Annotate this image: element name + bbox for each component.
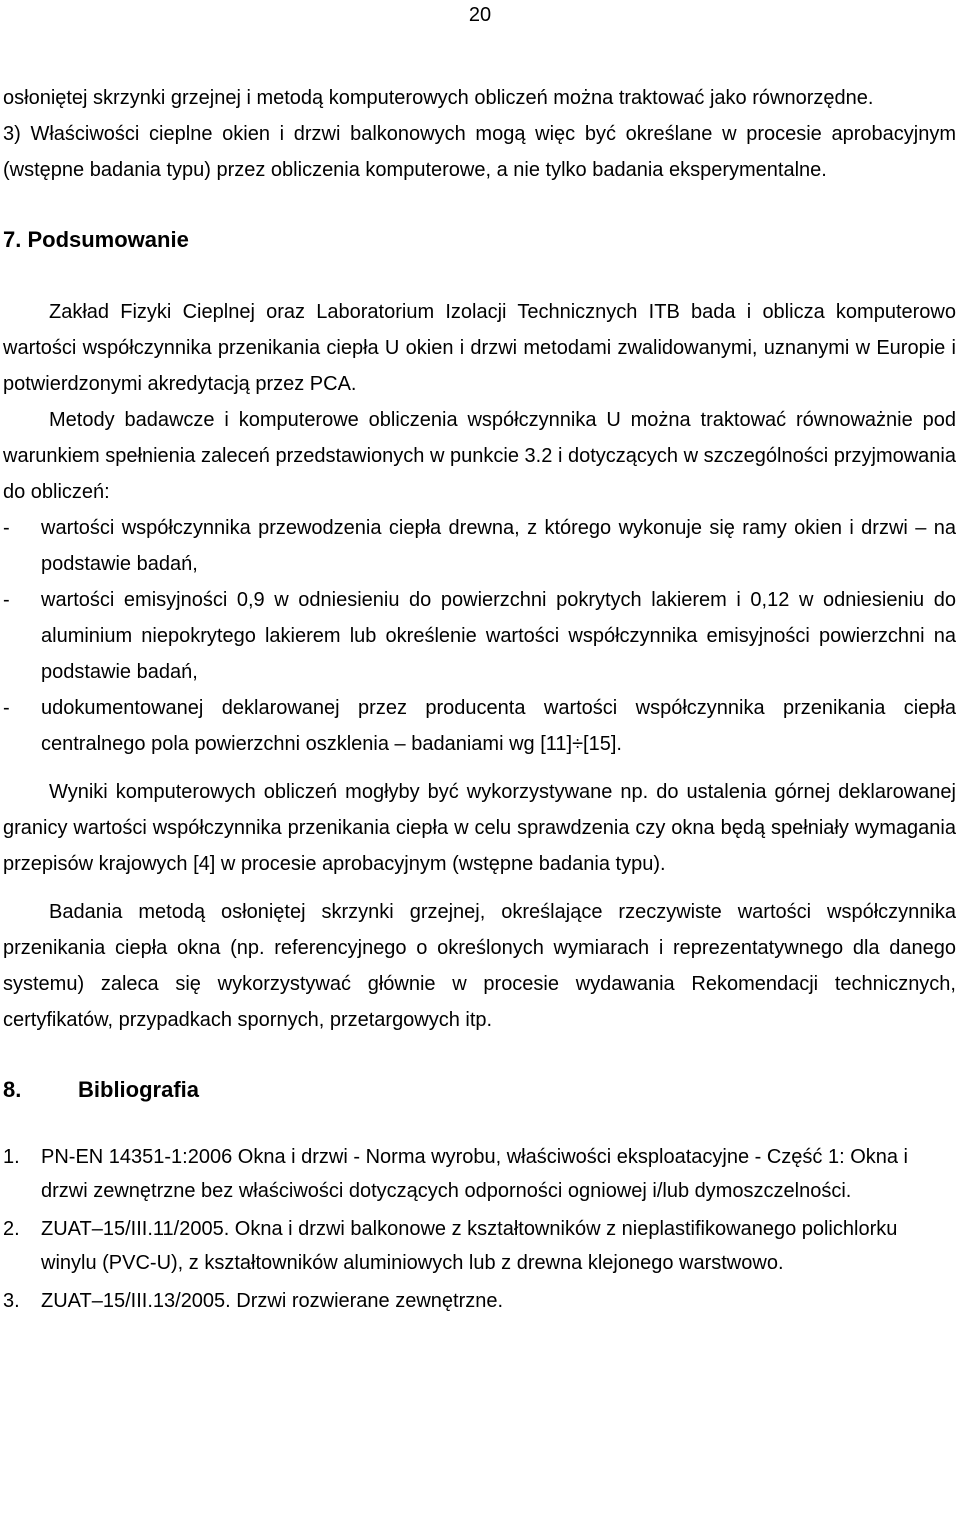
bibliography-list [3,1140,956,1318]
section-title: Bibliografia [78,1077,200,1102]
bibliography-number: 3. [3,1290,20,1312]
list-dash: - [3,517,10,539]
page-number: 20 [468,4,492,26]
list-dash: - [3,589,10,611]
bibliography-item [3,1140,956,1208]
bibliography-number: 1. [3,1146,20,1168]
intro-continuation: osłoniętej skrzynki grzejnej i metodą komputerowych obliczeń można traktować jako równorzędne. [3,87,874,109]
bibliography-number: 2. [3,1218,20,1240]
summary-paragraph-4: Badania metodą osłoniętej skrzynki grzejnej, określające rzeczywiste wartości współczynnika przenikania ciepła okna (np. referencyjnego o określonych wymiarach i reprezentatywnego dla danego systemu) zaleca się wykorzystywać głównie w procesie wydawania Rekomendacji technicznych, certyfikatów, przypadkach spornych, przetargowych itp. [3,901,956,1031]
section-number: 8. [3,1077,22,1102]
summary-paragraph-1: Zakład Fizyki Cieplnej oraz Laboratorium Izolacji Technicznych ITB bada i oblicza komputerowo wartości współczynnika przenikania ciepła U okien i drzwi metodami zwalidowanymi, uznanymi w Europie i potwierdzonymi akredytacją przez PCA. [3,301,956,395]
document-body [3,80,956,1322]
section-heading-bibliography [3,1072,956,1108]
list-item-text: wartości emisyjności 0,9 w odniesieniu do powierzchni pokrytych lakierem i 0,12 w odniesieniu do aluminium niepokrytego lakierem lub określenie wartości współczynnika emisyjności powierzchni na podstawie badań, [41,589,956,683]
list-dash: - [3,697,10,719]
list-item [3,510,956,582]
bibliography-text: ZUAT–15/III.13/2005. Drzwi rozwierane zewnętrzne. [41,1290,504,1312]
list-item-text: udokumentowanej deklarowanej przez producenta wartości współczynnika przenikania ciepła centralnego pola powierzchni oszklenia – badaniami wg [11]÷[15]. [41,697,956,755]
bibliography-text: PN-EN 14351-1:2006 Okna i drzwi - Norma wyrobu, właściwości eksploatacyjne - Część 1: Okna i drzwi zewnętrzne bez właściwości dotyczących odporności ogniowej i/lub dymoszczelności. [41,1146,909,1202]
bibliography-item [3,1212,956,1280]
bibliography-item [3,1284,956,1318]
summary-paragraph-3: Wyniki komputerowych obliczeń mogłyby być wykorzystywane np. do ustalenia górnej deklarowanej granicy wartości współczynnika przenikania ciepła w celu sprawdzenia czy okna będą spełniały wymagania przepisów krajowych [4] w procesie aprobacyjnym (wstępne badania typu). [3,781,956,875]
section-heading-summary: 7. Podsumowanie [3,227,189,252]
intro-point-3: 3) Właściwości cieplne okien i drzwi balkonowych mogą więc być określane w procesie aprobacyjnym (wstępne badania typu) przez obliczenia komputerowe, a nie tylko badania eksperymentalne. [3,123,956,181]
summary-paragraph-2: Metody badawcze i komputerowe obliczenia współczynnika U można traktować równoważnie pod warunkiem spełnienia zaleceń przedstawionych w punkcie 3.2 i dotyczących w szczególności przyjmowania do obliczeń: [3,409,956,503]
requirements-list [3,510,956,762]
bibliography-text: ZUAT–15/III.11/2005. Okna i drzwi balkonowe z kształtowników z nieplastifikowanego polichlorku winylu (PVC-U), z kształtowników aluminiowych lub z drewna klejonego warstwowo. [41,1218,898,1274]
list-item-text: wartości współczynnika przewodzenia ciepła drewna, z którego wykonuje się ramy okien i drzwi – na podstawie badań, [41,517,956,575]
list-item [3,690,956,762]
list-item [3,582,956,690]
